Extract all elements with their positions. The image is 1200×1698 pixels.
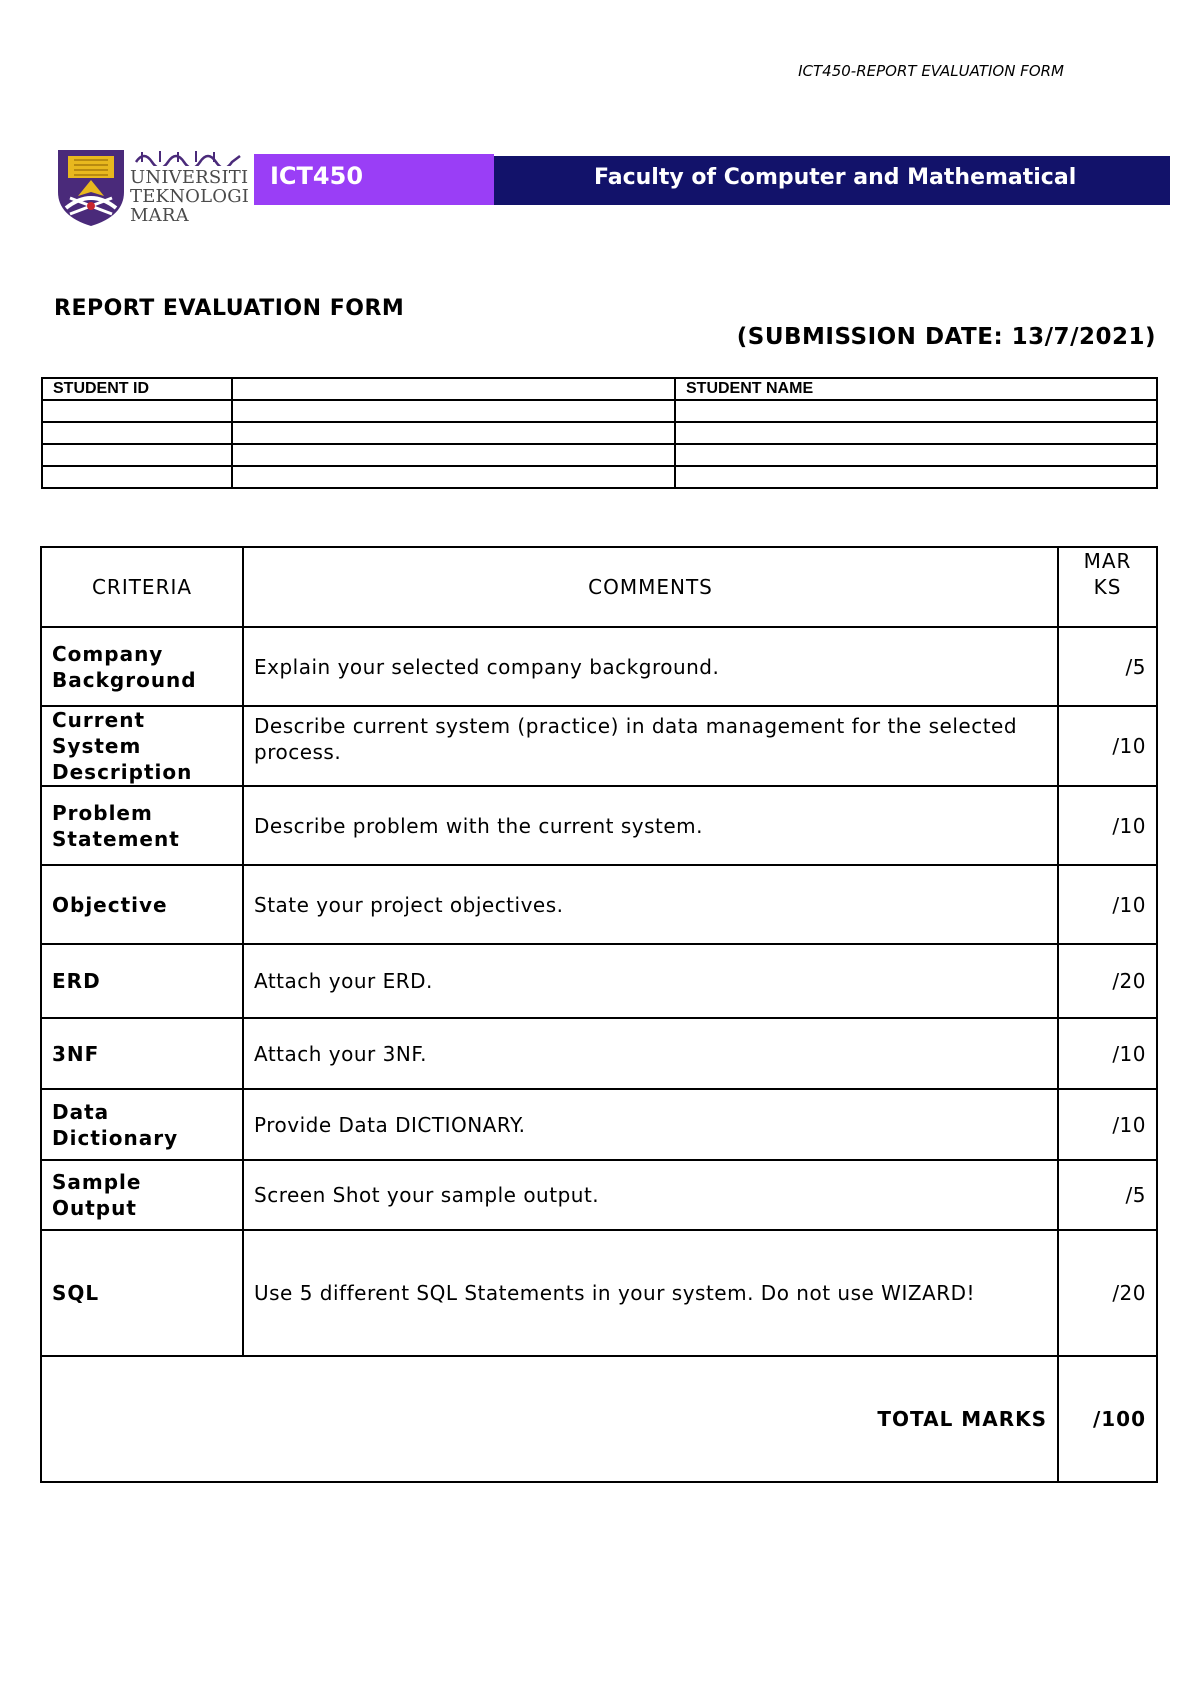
table-row bbox=[41, 865, 1157, 944]
criteria-cell bbox=[41, 1230, 243, 1356]
form-title: REPORT EVALUATION FORM bbox=[54, 296, 405, 321]
criteria-header: CRITERIA bbox=[41, 547, 243, 627]
criteria-line: ERD bbox=[52, 969, 101, 993]
table-row bbox=[41, 1160, 1157, 1230]
table-row bbox=[41, 944, 1157, 1018]
criteria-line: Statement bbox=[52, 826, 180, 851]
total-marks-label: TOTAL MARKS bbox=[41, 1356, 1058, 1482]
student-id-cell[interactable] bbox=[42, 466, 232, 488]
student-name-header: STUDENT NAME bbox=[675, 378, 1157, 400]
student-blank-cell[interactable] bbox=[232, 444, 675, 466]
marks-cell[interactable]: /20 bbox=[1058, 944, 1157, 1018]
criteria-line: Company bbox=[52, 641, 164, 666]
marks-cell[interactable]: /10 bbox=[1058, 786, 1157, 865]
criteria-line: Data bbox=[52, 1099, 110, 1124]
student-table bbox=[41, 377, 1158, 489]
logo-line: TEKNOLOGI bbox=[130, 186, 250, 207]
criteria-cell bbox=[41, 1089, 243, 1160]
table-row bbox=[42, 466, 1157, 488]
criteria-line: System bbox=[52, 734, 142, 758]
comment-cell: State your project objectives. bbox=[243, 865, 1058, 944]
student-blank-cell[interactable] bbox=[232, 422, 675, 444]
marks-header bbox=[1058, 547, 1157, 627]
course-code-banner: ICT450 bbox=[254, 154, 494, 206]
faculty-banner: Faculty of Computer and Mathematical bbox=[494, 156, 1170, 205]
comment-cell: Provide Data DICTIONARY. bbox=[243, 1089, 1058, 1160]
table-header-row bbox=[41, 547, 1157, 627]
comment-cell: Use 5 different SQL Statements in your system. Do not use WIZARD! bbox=[243, 1230, 1058, 1356]
criteria-line: Description bbox=[52, 760, 193, 784]
logo-wordmark bbox=[130, 168, 249, 225]
table-row bbox=[41, 706, 1157, 786]
table-row bbox=[42, 444, 1157, 466]
criteria-line: Current bbox=[52, 708, 146, 732]
criteria-cell bbox=[41, 786, 243, 865]
table-row bbox=[42, 400, 1157, 422]
logo-line: MARA bbox=[130, 205, 189, 226]
total-row bbox=[41, 1356, 1157, 1482]
criteria-cell bbox=[41, 627, 243, 706]
criteria-cell bbox=[41, 1018, 243, 1089]
jawi-script-icon bbox=[134, 148, 242, 166]
banner-divider bbox=[254, 205, 1170, 207]
criteria-line: Output bbox=[52, 1196, 137, 1220]
marks-cell[interactable]: /5 bbox=[1058, 627, 1157, 706]
logo-line: UNIVERSITI bbox=[130, 167, 249, 188]
student-id-cell[interactable] bbox=[42, 422, 232, 444]
criteria-line: Sample bbox=[52, 1170, 142, 1194]
table-row bbox=[41, 1230, 1157, 1356]
student-id-header: STUDENT ID bbox=[42, 378, 232, 400]
student-id-cell[interactable] bbox=[42, 444, 232, 466]
submission-date: (SUBMISSION DATE: 13/7/2021) bbox=[736, 324, 1156, 350]
criteria-line: SQL bbox=[52, 1281, 100, 1305]
student-blank-cell[interactable] bbox=[232, 466, 675, 488]
student-name-cell[interactable] bbox=[675, 466, 1157, 488]
table-row bbox=[41, 627, 1157, 706]
comment-cell: Describe problem with the current system. bbox=[243, 786, 1058, 865]
comment-cell: Attach your 3NF. bbox=[243, 1018, 1058, 1089]
criteria-cell bbox=[41, 1160, 243, 1230]
table-row bbox=[41, 1089, 1157, 1160]
criteria-cell bbox=[41, 865, 243, 944]
table-row bbox=[42, 422, 1157, 444]
student-name-cell[interactable] bbox=[675, 422, 1157, 444]
criteria-line: Background bbox=[52, 667, 197, 692]
marks-cell[interactable]: /10 bbox=[1058, 1089, 1157, 1160]
table-row bbox=[41, 1018, 1157, 1089]
total-marks-value[interactable]: /100 bbox=[1058, 1356, 1157, 1482]
criteria-table bbox=[40, 546, 1158, 1483]
criteria-line: Dictionary bbox=[52, 1125, 179, 1150]
marks-cell[interactable]: /10 bbox=[1058, 706, 1157, 786]
comment-cell: Describe current system (practice) in data management for the selected process. bbox=[243, 706, 1058, 786]
table-row bbox=[41, 786, 1157, 865]
marks-header-line: MAR bbox=[1083, 549, 1132, 573]
running-header: ICT450-REPORT EVALUATION FORM bbox=[798, 62, 1064, 80]
criteria-line: Problem bbox=[52, 800, 153, 825]
student-name-cell[interactable] bbox=[675, 400, 1157, 422]
comment-cell: Attach your ERD. bbox=[243, 944, 1058, 1018]
marks-cell[interactable]: /5 bbox=[1058, 1160, 1157, 1230]
table-row bbox=[42, 378, 1157, 400]
comments-header: COMMENTS bbox=[243, 547, 1058, 627]
criteria-cell bbox=[41, 944, 243, 1018]
comment-cell: Screen Shot your sample output. bbox=[243, 1160, 1058, 1230]
student-id-value-cell[interactable] bbox=[232, 378, 675, 400]
marks-header-line: KS bbox=[1093, 575, 1122, 599]
comment-cell: Explain your selected company background. bbox=[243, 627, 1058, 706]
student-id-cell[interactable] bbox=[42, 400, 232, 422]
marks-cell[interactable]: /10 bbox=[1058, 865, 1157, 944]
marks-cell[interactable]: /20 bbox=[1058, 1230, 1157, 1356]
marks-cell[interactable]: /10 bbox=[1058, 1018, 1157, 1089]
student-name-cell[interactable] bbox=[675, 444, 1157, 466]
student-blank-cell[interactable] bbox=[232, 400, 675, 422]
criteria-line: Objective bbox=[52, 892, 168, 917]
criteria-line: 3NF bbox=[52, 1041, 100, 1066]
criteria-cell bbox=[41, 706, 243, 786]
